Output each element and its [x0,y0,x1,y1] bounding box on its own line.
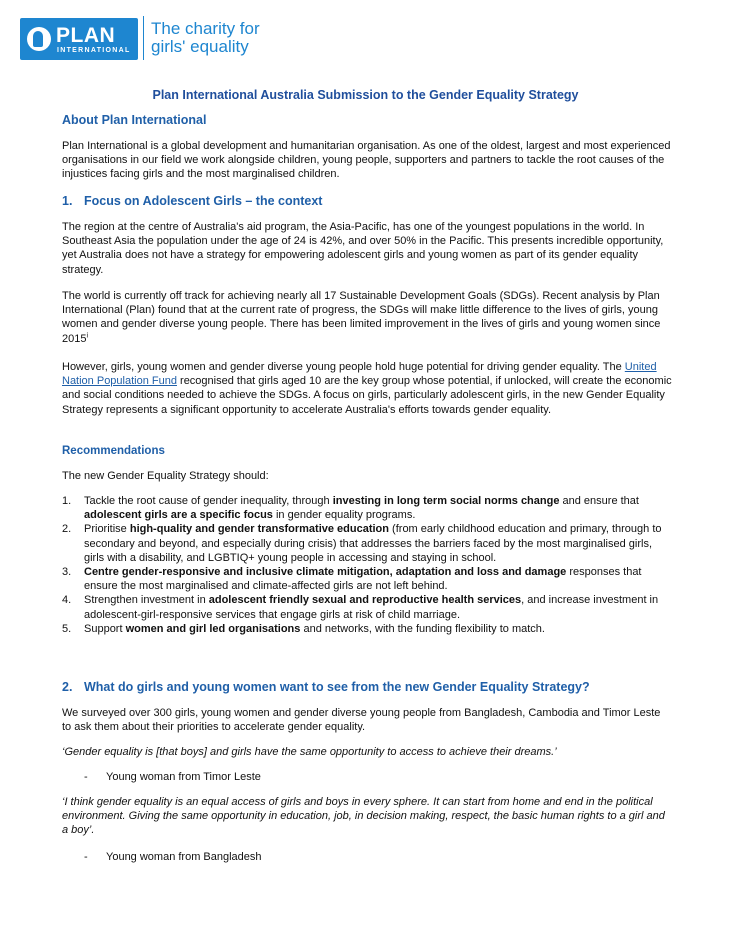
attribution-timor-leste [84,770,261,784]
section-1-title: Focus on Adolescent Girls – the context [84,194,323,208]
section-2-heading [62,680,672,694]
section-1-number: 1. [62,194,73,208]
recommendation-text: responses that ensure the most marginalised and climate-affected girls are not left behind. [84,566,642,593]
paragraph-3-text-b: recognised that girls aged 10 are the key group whose potential, if unlocked, will create the economic and social conditions needed to achieve the SDGs. A focus on girls, particularly adolescent girls, in the new Gender Equality Strategy represents a significant opportunity to accelerate Australia's efforts towards gender equality. [62,375,672,416]
quote-timor-leste: ‘Gender equality is [that boys] and girls have the same opportunity to access to achieve their dreams.’ [62,746,557,758]
recommendation-bold-text: women and girl led organisations [125,622,301,635]
recommendations-list [62,494,672,636]
section-1-heading [62,194,672,208]
section-2-paragraph-1: We surveyed over 300 girls, young women and gender diverse young people from Bangladesh, Cambodia and Timor Leste to ask them about their priorities to accelerate gender equality. [62,707,661,734]
recommendation-text: Tackle the root cause of gender inequality, through [84,495,333,507]
section-2-number: 2. [62,680,73,694]
recommendation-number: 5. [62,622,72,635]
logo-plan-text: PLAN [56,24,116,47]
recommendation-item [62,593,672,621]
recommendation-number: 1. [62,495,72,507]
recommendation-bold-text: high-quality and gender transformative education [129,523,389,536]
recommendation-text: Strengthen investment in [84,594,209,607]
paragraph-3-text-a: However, girls, young women and gender diverse young people hold huge potential for driving gender equality. The [62,361,625,373]
about-heading: About Plan International [62,113,207,127]
tagline [151,20,260,56]
attribution-text: Young woman from Timor Leste [106,771,261,783]
recommendations-ordered-list [62,494,672,636]
logo-divider [143,16,144,60]
attribution-bangladesh [84,850,262,864]
quote-bangladesh: ‘I think gender equality is an equal access of girls and boys in every sphere. It can start from home and end in the political environment. Giving the same opportunity in education, job, in decision making, respect, the basic human rights to a girl and a boy’. [62,796,665,837]
section-1-paragraph-2 [62,289,672,346]
about-body: Plan International is a global development and humanitarian organisation. As one of the oldest, largest and most experienced organisations in our field we work alongside children, young people, supporters and partners to tackle the root causes of the injustices facing girls and the most marginalised children. [62,140,671,181]
recommendation-text: (from early childhood education and primary, through to secondary and beyond, and especially during crisis) that addresses the barriers faced by the most marginalised girls, girls with a disability, and LGBTIQ+ young people in accessing and staying in school. [84,523,662,564]
document-title: Plan International Australia Submission to the Gender Equality Strategy [152,88,579,102]
recommendations-heading: Recommendations [62,445,165,457]
recommendation-bold-text: investing in long term social norms change [332,495,560,507]
recommendation-text: Support [84,622,126,635]
recommendation-item [62,565,672,593]
attribution-dash: - [84,771,88,783]
logo-international-text: INTERNATIONAL [57,47,131,54]
recommendation-number: 3. [62,566,72,579]
recommendation-text: and ensure that [559,495,639,507]
tagline-line-2: girls' equality [151,37,249,56]
unfpa-link[interactable]: United Nation Population Fund [62,361,657,388]
recommendation-text: Prioritise [84,523,130,536]
attribution-text: Young woman from Bangladesh [106,851,262,863]
recommendation-number: 2. [62,523,72,536]
recommendation-item [62,622,672,636]
recommendations-intro: The new Gender Equality Strategy should: [62,470,269,482]
recommendation-text: and networks, with the funding flexibility to match. [300,622,545,635]
recommendation-bold-text: Centre gender-responsive and inclusive climate mitigation, adaptation and loss and damage [84,566,567,579]
plan-international-logo [20,18,138,60]
footnote-marker: i [86,331,89,339]
recommendation-item [62,522,672,565]
recommendation-bold-text: adolescent friendly sexual and reproductive health services [208,594,522,607]
section-2-title: What do girls and young women want to see from the new Gender Equality Strategy? [84,680,590,694]
section-1-paragraph-3 [62,360,672,417]
section-1-paragraph-2-text: The world is currently off track for achieving nearly all 17 Sustainable Development Goals (SDGs). Recent analysis by Plan International (Plan) found that at the current rate of progress, the SDGs will make little difference to the lives of girls, young women and gender diverse young people. There has been limited improvement in the lives of girls and young women since 2015 [62,290,661,345]
recommendation-bold-text: adolescent girls are a specific focus [84,509,273,522]
recommendation-item [62,494,672,522]
section-1-paragraph-1: The region at the centre of Australia's aid program, the Asia-Pacific, has one of the youngest populations in the world. In Southeast Asia the population under the age of 24 is 42%, and over 50% in the Pacific. This presents incredible opportunity, yet Australia does not have a strategy for empowering adolescent girls and young women as part of its gender equality strategy. [62,221,664,276]
attribution-dash: - [84,851,88,863]
recommendation-number: 4. [62,594,72,607]
recommendation-text: in gender equality programs. [272,509,416,522]
plan-logo-icon [27,27,51,51]
recommendation-text: , and increase investment in adolescent-girl-responsive services that engage girls at risk of child marriage. [84,594,659,621]
tagline-line-1: The charity for [151,19,260,38]
